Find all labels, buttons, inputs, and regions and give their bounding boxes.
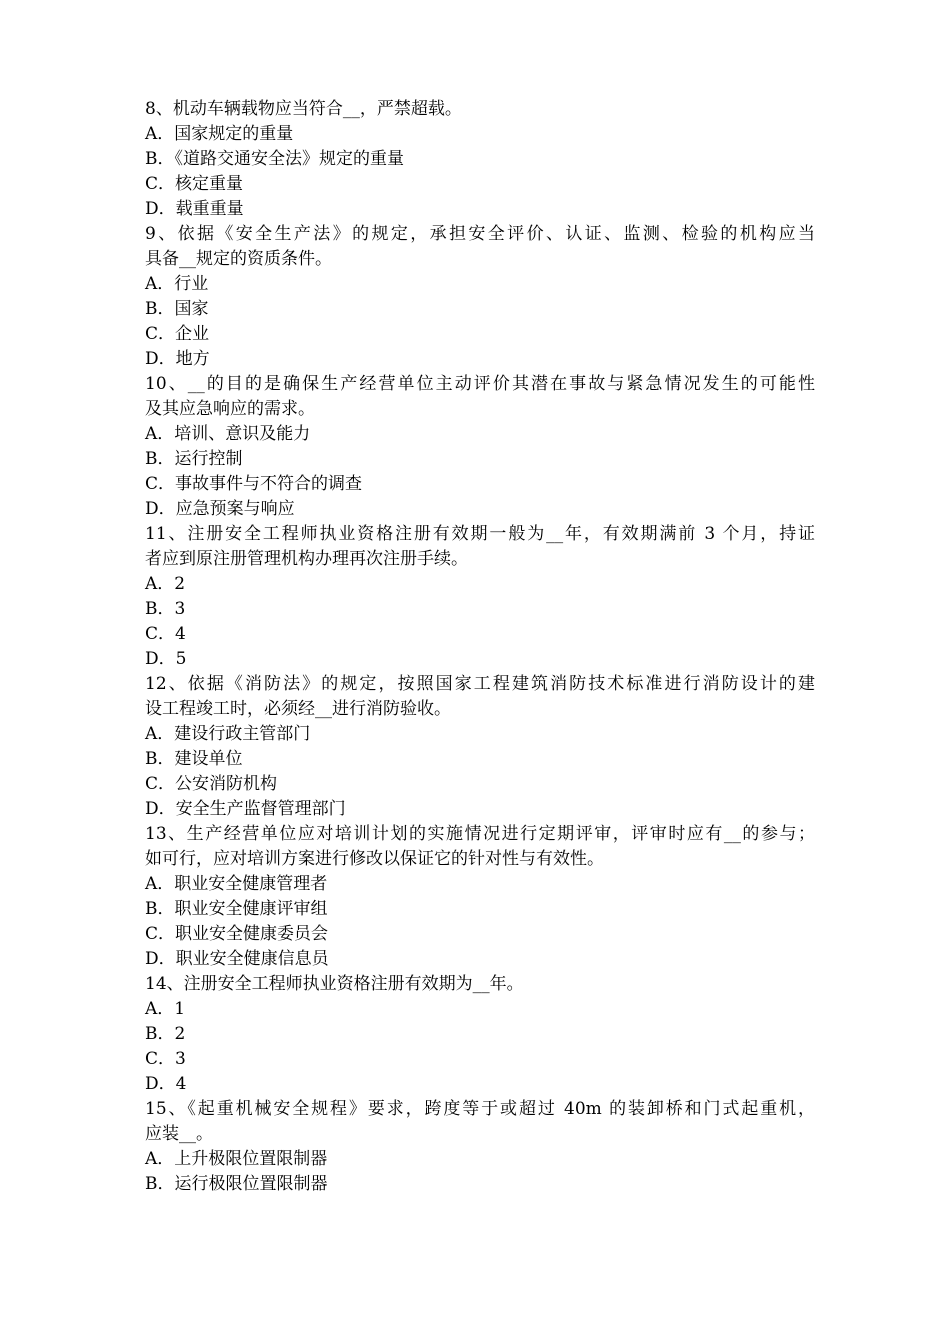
option-a: A．2 — [145, 574, 186, 594]
question-text: 12、依据《消防法》的规定，按照国家工程建筑消防技术标准进行消防设计的建 — [145, 674, 815, 694]
question-text: 如可行，应对培训方案进行修改以保证它的针对性与有效性。 — [145, 849, 604, 869]
option-d: D．4 — [145, 1074, 187, 1094]
option-b: B．2 — [145, 1024, 186, 1044]
question-text: 14、注册安全工程师执业资格注册有效期为__年。 — [145, 974, 524, 994]
option-c: C．企业 — [145, 324, 210, 344]
question-text: 设工程竣工时，必须经__进行消防验收。 — [145, 699, 451, 719]
option-a: A．职业安全健康管理者 — [145, 874, 328, 894]
option-a: A．1 — [145, 999, 186, 1019]
option-d: D．应急预案与响应 — [145, 499, 295, 519]
option-c: C．核定重量 — [145, 174, 244, 194]
option-a: A．培训、意识及能力 — [145, 424, 311, 444]
option-b: B．运行极限位置限制器 — [145, 1174, 328, 1194]
option-a: A．国家规定的重量 — [145, 124, 294, 144]
option-d: D．安全生产监督管理部门 — [145, 799, 346, 819]
option-c: C．事故事件与不符合的调查 — [145, 474, 363, 494]
question-9 — [145, 222, 815, 372]
option-a: A．行业 — [145, 274, 209, 294]
question-text: 8、机动车辆载物应当符合__，严禁超载。 — [145, 99, 462, 119]
question-text: 9、依据《安全生产法》的规定，承担安全评价、认证、监测、检验的机构应当 — [145, 224, 815, 244]
question-14 — [145, 972, 815, 1097]
option-b: B．国家 — [145, 299, 209, 319]
question-text: 及其应急响应的需求。 — [145, 399, 315, 419]
question-13 — [145, 822, 815, 972]
question-text: 11、注册安全工程师执业资格注册有效期一般为__年，有效期满前 3 个月，持证 — [145, 524, 815, 544]
question-text: 应装__。 — [145, 1124, 213, 1144]
option-d: D．载重重量 — [145, 199, 244, 219]
option-d: D．职业安全健康信息员 — [145, 949, 329, 969]
question-text: 者应到原注册管理机构办理再次注册手续。 — [145, 549, 468, 569]
option-c: C．3 — [145, 1049, 186, 1069]
question-8 — [145, 97, 815, 222]
option-b: B．运行控制 — [145, 449, 243, 469]
option-c: C．4 — [145, 624, 186, 644]
option-b: B．3 — [145, 599, 186, 619]
question-10 — [145, 372, 815, 522]
question-15 — [145, 1097, 815, 1197]
question-11 — [145, 522, 815, 672]
question-12 — [145, 672, 815, 822]
option-b: B．《道路交通安全法》规定的重量 — [145, 149, 404, 169]
option-c: C．职业安全健康委员会 — [145, 924, 329, 944]
question-text: 10、__的目的是确保生产经营单位主动评价其潜在事故与紧急情况发生的可能性 — [145, 374, 815, 394]
option-a: A．建设行政主管部门 — [145, 724, 311, 744]
option-b: B．职业安全健康评审组 — [145, 899, 328, 919]
option-a: A．上升极限位置限制器 — [145, 1149, 328, 1169]
question-text: 15、《起重机械安全规程》要求，跨度等于或超过 40m 的装卸桥和门式起重机， — [145, 1099, 815, 1119]
document-page — [145, 97, 815, 1197]
question-text: 13、生产经营单位应对培训计划的实施情况进行定期评审，评审时应有__的参与； — [145, 824, 815, 844]
option-c: C．公安消防机构 — [145, 774, 278, 794]
option-b: B．建设单位 — [145, 749, 243, 769]
question-text: 具备__规定的资质条件。 — [145, 249, 332, 269]
option-d: D．5 — [145, 649, 187, 669]
option-d: D．地方 — [145, 349, 210, 369]
